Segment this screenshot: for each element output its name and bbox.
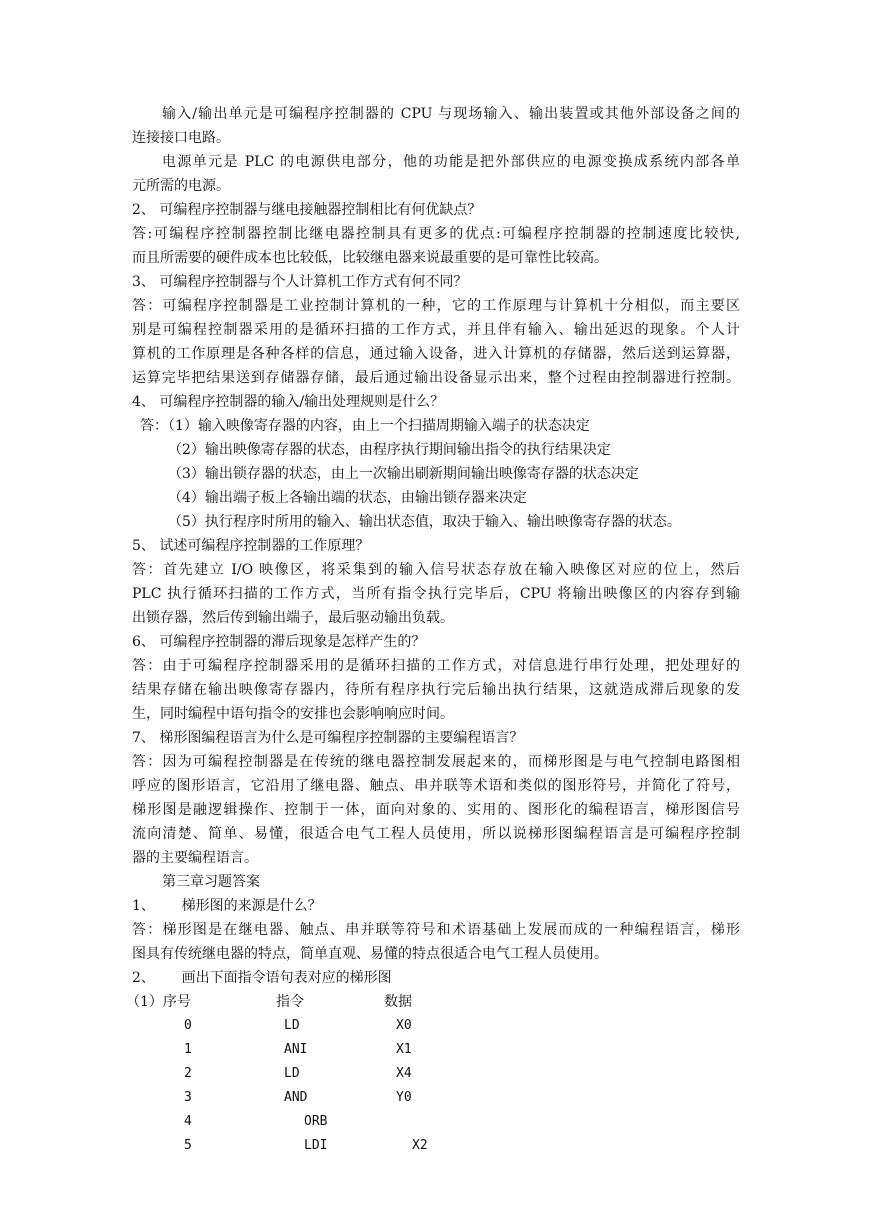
cell-seq: 5 — [184, 1138, 192, 1153]
answer-2-line1: 答:可编程序控制器控制比继电器控制具有更多的优点:可编程序控制器的控制速度比较快, — [132, 226, 740, 242]
answer-4-item5: （5）执行程序时所用的输入、输出状态值，取决于输入、输出映像寄存器的状态。 — [168, 514, 681, 530]
answer-3-line2: 别是可编程控制器采用的是循环扫描的工作方式，并且伴有输入、输出延迟的现象。个人计 — [132, 322, 740, 338]
paragraph-power-unit-line1: 电源单元是 PLC 的电源供电部分，他的功能是把外部供应的电源变换成系统内部各单 — [162, 154, 740, 170]
cell-instruction: AND — [284, 1090, 308, 1105]
cell-seq: 0 — [184, 1018, 192, 1033]
answer-4-item2: （2）输出映像寄存器的状态，由程序执行期间输出指令的执行结果决定 — [168, 442, 611, 458]
cell-instruction: LD — [284, 1018, 300, 1033]
answer-2-line2: 而且所需要的硬件成本也比较低，比较继电器来说最重要的是可靠性比较高。 — [132, 250, 608, 266]
table-row — [132, 1038, 740, 1062]
cell-seq: 2 — [184, 1066, 192, 1081]
question-6: 6、 可编程序控制器的滞后现象是怎样产生的？ — [132, 634, 426, 650]
cell-data: Y0 — [396, 1090, 412, 1105]
table-row — [132, 1014, 740, 1038]
answer-6-line3: 生，同时编程中语句指令的安排也会影响响应时间。 — [132, 706, 454, 722]
cell-instruction: LDI — [304, 1138, 328, 1153]
answer-3-line4: 运算完毕把结果送到存储器存储，最后通过输出设备显示出来，整个过程由控制器进行控制。 — [132, 370, 740, 386]
answer-4-item1: 答：（1）输入映像寄存器的内容，由上一个扫描周期输入端子的状态决定 — [140, 418, 590, 434]
answer-7-line3: 梯形图是融逻辑操作、控制于一体，面向对象的、实用的、图形化的编程语言，梯形图信号 — [132, 802, 740, 818]
chapter3-answer-1-line2: 图具有传统继电器的特点，简单直观、易懂的特点很适合电气工程人员使用。 — [132, 946, 608, 962]
paragraph-io-unit-line2: 连接接口电路。 — [132, 130, 230, 146]
answer-3-line3: 算机的工作原理是各种各样的信息，通过输入设备，进入计算机的存储器，然后送到运算器， — [132, 346, 740, 362]
answer-4-item3: （3）输出锁存器的状态，由上一次输出刷新期间输出映像寄存器的状态决定 — [168, 466, 639, 482]
answer-5-line3: 出锁存器，然后传到输出端子，最后驱动输出负载。 — [132, 610, 454, 626]
question-2: 2、 可编程序控制器与继电接触器控制相比有何优缺点？ — [132, 202, 482, 218]
header-seq: （1）序号 — [126, 994, 191, 1010]
cell-data: X0 — [396, 1018, 412, 1033]
document-page — [126, 102, 740, 1158]
chapter3-question-1: 1、 梯形图的来源是什么？ — [132, 898, 322, 914]
question-5: 5、 试述可编程序控制器的工作原理？ — [132, 538, 370, 554]
answer-6-line2: 结果存储在输出映像寄存器内，待所有程序执行完后输出执行结果，这就造成滞后现象的发 — [132, 682, 740, 698]
instruction-table-header — [126, 990, 740, 1014]
cell-seq: 4 — [184, 1114, 192, 1129]
table-row — [132, 1062, 740, 1086]
paragraph-power-unit-line2: 元所需的电源。 — [132, 178, 230, 194]
answer-7-line5: 器的主要编程语言。 — [132, 850, 258, 866]
answer-7-line1: 答：因为可编程控制器是在传统的继电器控制发展起来的，而梯形图是与电气控制电路图相 — [132, 754, 740, 770]
header-data: 数据 — [384, 994, 412, 1010]
question-4: 4、 可编程序控制器的输入/输出处理规则是什么？ — [132, 394, 445, 410]
answer-5-line1: 答：首先建立 I/O 映像区，将采集到的输入信号状态存放在输入映像区对应的位上，然后 — [132, 562, 740, 578]
answer-5-line2: PLC 执行循环扫描的工作方式，当所有指令执行完毕后，CPU 将输出映像区的内容存到输 — [132, 586, 740, 602]
answer-4-item4: （4）输出端子板上各输出端的状态，由输出锁存器来决定 — [168, 490, 527, 506]
paragraph-io-unit-line1: 输入/输出单元是可编程序控制器的 CPU 与现场输入、输出装置或其他外部设备之间的 — [162, 106, 740, 122]
instruction-table-body — [132, 1014, 740, 1158]
cell-instruction: ANI — [284, 1042, 308, 1057]
answer-6-line1: 答：由于可编程序控制器采用的是循环扫描的工作方式，对信息进行串行处理，把处理好的 — [132, 658, 740, 674]
cell-seq: 1 — [184, 1042, 192, 1057]
cell-data: X4 — [396, 1066, 412, 1081]
answer-7-line4: 流向清楚、简单、易懂，很适合电气工程人员使用，所以说梯形图编程语言是可编程序控制 — [132, 826, 740, 842]
cell-data: X1 — [396, 1042, 412, 1057]
chapter3-title: 第三章习题答案 — [162, 874, 260, 890]
question-7: 7、 梯形图编程语言为什么是可编程序控制器的主要编程语言？ — [132, 730, 524, 746]
cell-instruction: ORB — [304, 1114, 328, 1129]
table-row — [132, 1134, 740, 1158]
table-row — [132, 1110, 740, 1134]
chapter3-answer-1-line1: 答：梯形图是在继电器、触点、串并联等符号和术语基础上发展而成的一种编程语言，梯形 — [132, 922, 740, 938]
header-instr: 指令 — [276, 994, 304, 1010]
table-row — [132, 1086, 740, 1110]
cell-seq: 3 — [184, 1090, 192, 1105]
answer-3-line1: 答：可编程序控制器是工业控制计算机的一种，它的工作原理与计算机十分相似，而主要区 — [132, 298, 740, 314]
cell-instruction: LD — [284, 1066, 300, 1081]
chapter3-question-2: 2、 画出下面指令语句表对应的梯形图 — [132, 970, 392, 986]
answer-7-line2: 呼应的图形语言，它沿用了继电器、触点、串并联等术语和类似的图形符号，并简化了符号， — [132, 778, 740, 794]
question-3: 3、 可编程序控制器与个人计算机工作方式有何不同？ — [132, 274, 468, 290]
cell-data: X2 — [412, 1138, 428, 1153]
